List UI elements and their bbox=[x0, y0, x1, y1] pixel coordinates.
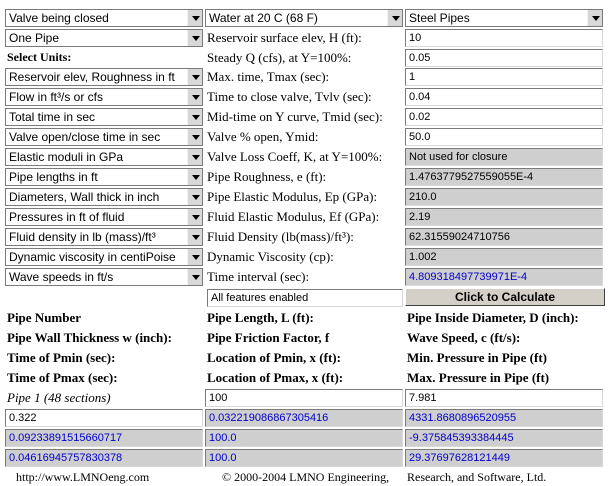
wall-thickness-input[interactable]: 0.322 bbox=[5, 409, 203, 427]
pipe-elastic-field: 210.0 bbox=[405, 188, 603, 206]
max-pressure-output: 29.37697628121449 bbox=[405, 449, 603, 467]
fluid-density-label: Fluid Density (lb(mass)/ft³): bbox=[207, 229, 354, 244]
max-time-label: Max. time, Tmax (sec): bbox=[207, 69, 330, 84]
reservoir-elev-input[interactable]: 10 bbox=[405, 29, 603, 47]
unit-select-diameters[interactable] bbox=[5, 188, 203, 206]
fluid-elastic-field: 2.19 bbox=[405, 208, 603, 226]
reservoir-elev-label: Reservoir surface elev, H (ft): bbox=[207, 30, 362, 45]
header-location-pmin: Location of Pmin, x (ft): bbox=[207, 350, 341, 365]
close-time-label: Time to close valve, Tvlv (sec): bbox=[207, 89, 372, 104]
header-wave-speed: Wave Speed, c (ft/s): bbox=[407, 330, 521, 345]
unit-select-flow[interactable] bbox=[5, 88, 203, 106]
unit-select-value: Valve open/close time in sec bbox=[9, 130, 161, 144]
valve-loss-field: Not used for closure bbox=[405, 148, 603, 166]
fluid-value: Water at 20 C (68 F) bbox=[209, 11, 318, 25]
pipe-length-input[interactable]: 100 bbox=[205, 389, 403, 407]
viscosity-field: 1.002 bbox=[405, 248, 603, 266]
header-friction-factor: Pipe Friction Factor, f bbox=[207, 330, 330, 345]
unit-select-value: Pressures in ft of fluid bbox=[9, 210, 125, 224]
close-time-input[interactable]: 0.04 bbox=[405, 88, 603, 106]
header-time-pmin: Time of Pmin (sec): bbox=[7, 350, 116, 365]
fluid-select[interactable] bbox=[205, 9, 403, 27]
unit-select-elastic-moduli[interactable] bbox=[5, 148, 203, 166]
time-pmin-output: 0.09233891515660717 bbox=[5, 429, 203, 447]
wave-speed-output: 4331.8680896520955 bbox=[405, 409, 603, 427]
unit-select-value: Pipe lengths in ft bbox=[9, 170, 98, 184]
location-pmax-output: 100.0 bbox=[205, 449, 403, 467]
pipe-diameter-input[interactable]: 7.981 bbox=[405, 389, 603, 407]
pipe-elastic-label: Pipe Elastic Modulus, Ep (GPa): bbox=[207, 189, 378, 204]
chevron-down-icon[interactable] bbox=[187, 9, 203, 27]
pipe-count-value: One Pipe bbox=[9, 31, 60, 45]
mid-time-input[interactable]: 0.02 bbox=[405, 108, 603, 126]
unit-select-value: Fluid density in lb (mass)/ft³ bbox=[9, 230, 156, 244]
time-interval-label: Time interval (sec): bbox=[207, 269, 310, 284]
min-pressure-output: -9.375845393384445 bbox=[405, 429, 603, 447]
chevron-down-icon[interactable] bbox=[187, 208, 203, 226]
unit-select-pressures[interactable] bbox=[5, 208, 203, 226]
time-interval-output: 4.809318497739971E-4 bbox=[405, 268, 603, 286]
pipe-count-select[interactable] bbox=[5, 29, 203, 47]
friction-factor-output: 0.032219086867305416 bbox=[205, 409, 403, 427]
valve-loss-label: Valve Loss Coeff, K, at Y=100%: bbox=[207, 149, 383, 164]
chevron-down-icon[interactable] bbox=[187, 268, 203, 286]
valve-mode-value: Valve being closed bbox=[9, 11, 109, 25]
unit-select-value: Wave speeds in ft/s bbox=[9, 270, 114, 284]
pipe-material-select[interactable] bbox=[405, 9, 603, 27]
unit-select-elevation[interactable] bbox=[5, 68, 203, 86]
header-pipe-number: Pipe Number bbox=[7, 310, 82, 325]
unit-select-viscosity[interactable] bbox=[5, 248, 203, 266]
unit-select-density[interactable] bbox=[5, 228, 203, 246]
unit-select-value: Diameters, Wall thick in inch bbox=[9, 190, 160, 204]
pipe-material-value: Steel Pipes bbox=[409, 11, 470, 25]
unit-select-value: Flow in ft³/s or cfs bbox=[9, 90, 104, 104]
chevron-down-icon[interactable] bbox=[187, 148, 203, 166]
chevron-down-icon[interactable] bbox=[187, 88, 203, 106]
chevron-down-icon[interactable] bbox=[187, 108, 203, 126]
chevron-down-icon[interactable] bbox=[187, 228, 203, 246]
select-units-label: Select Units: bbox=[7, 50, 72, 64]
chevron-down-icon[interactable] bbox=[187, 168, 203, 186]
unit-select-pipe-lengths[interactable] bbox=[5, 168, 203, 186]
header-min-pressure: Min. Pressure in Pipe (ft) bbox=[407, 350, 547, 365]
unit-select-value: Total time in sec bbox=[9, 110, 96, 124]
calculate-button[interactable]: Click to Calculate bbox=[405, 288, 605, 306]
unit-select-value: Elastic moduli in GPa bbox=[9, 150, 124, 164]
header-location-pmax: Location of Pmax, x (ft): bbox=[207, 370, 344, 385]
chevron-down-icon[interactable] bbox=[187, 188, 203, 206]
footer-company: Research, and Software, Ltd. bbox=[407, 470, 547, 484]
unit-select-total-time[interactable] bbox=[5, 108, 203, 126]
unit-select-wave-speeds[interactable] bbox=[5, 268, 203, 286]
unit-select-valve-time[interactable] bbox=[5, 128, 203, 146]
chevron-down-icon[interactable] bbox=[187, 29, 203, 47]
header-time-pmax: Time of Pmax (sec): bbox=[7, 370, 118, 385]
header-max-pressure: Max. Pressure in Pipe (ft) bbox=[407, 370, 550, 385]
chevron-down-icon[interactable] bbox=[587, 9, 603, 27]
fluid-density-field: 62.31559024710756 bbox=[405, 228, 603, 246]
footer-copyright: © 2000-2004 LMNO Engineering, bbox=[222, 470, 390, 484]
valve-open-input[interactable]: 50.0 bbox=[405, 128, 603, 146]
pipe-name-label: Pipe 1 (48 sections) bbox=[7, 390, 111, 405]
steady-q-label: Steady Q (cfs), at Y=100%: bbox=[207, 50, 352, 65]
time-pmax-output: 0.04616945757830378 bbox=[5, 449, 203, 467]
valve-open-label: Valve % open, Ymid: bbox=[207, 129, 319, 144]
steady-q-input[interactable]: 0.05 bbox=[405, 49, 603, 67]
header-pipe-diameter: Pipe Inside Diameter, D (inch): bbox=[407, 310, 579, 325]
unit-select-value: Dynamic viscosity in centiPoise bbox=[9, 250, 176, 264]
features-status-field: All features enabled bbox=[207, 289, 403, 307]
unit-select-value: Reservoir elev, Roughness in ft bbox=[9, 70, 175, 84]
pipe-roughness-label: Pipe Roughness, e (ft): bbox=[207, 169, 327, 184]
fluid-elastic-label: Fluid Elastic Modulus, Ef (GPa): bbox=[207, 209, 380, 224]
viscosity-label: Dynamic Viscosity (cp): bbox=[207, 249, 334, 264]
footer-url: http://www.LMNOeng.com bbox=[16, 470, 150, 484]
chevron-down-icon[interactable] bbox=[387, 9, 403, 27]
header-pipe-length: Pipe Length, L (ft): bbox=[207, 310, 314, 325]
location-pmin-output: 100.0 bbox=[205, 429, 403, 447]
pipe-roughness-field: 1.4763779527559055E-4 bbox=[405, 168, 603, 186]
header-wall-thickness: Pipe Wall Thickness w (inch): bbox=[7, 330, 172, 345]
mid-time-label: Mid-time on Y curve, Tmid (sec): bbox=[207, 109, 383, 124]
chevron-down-icon[interactable] bbox=[187, 68, 203, 86]
chevron-down-icon[interactable] bbox=[187, 248, 203, 266]
valve-mode-select[interactable] bbox=[5, 9, 203, 27]
chevron-down-icon[interactable] bbox=[187, 128, 203, 146]
max-time-input[interactable]: 1 bbox=[405, 68, 603, 86]
